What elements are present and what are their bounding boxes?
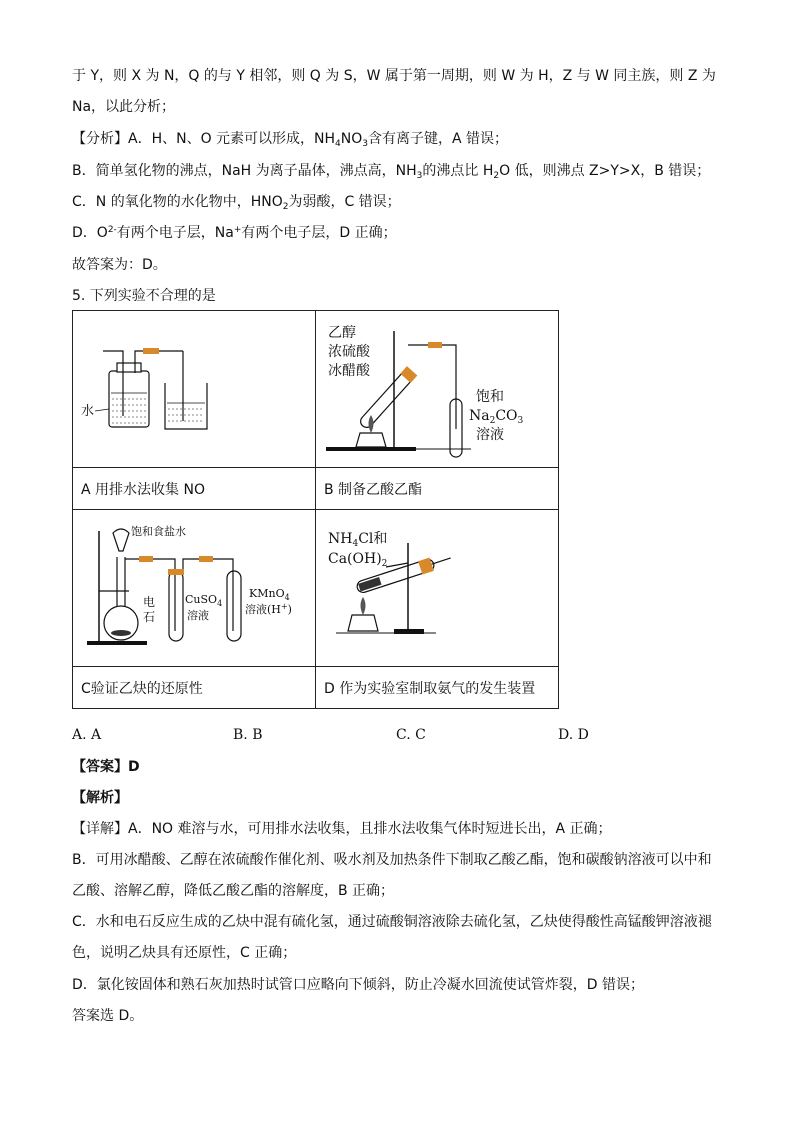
prev-analysis-a: 【分析】A．H、N、O 元素可以形成，$NH_4NO_3$含有离子键，A 错误； xyxy=(72,131,509,149)
option-b[interactable]: B. B xyxy=(233,727,263,743)
figure-b-cell xyxy=(316,311,559,468)
label-kmno4: KMnO$_4$ xyxy=(249,587,290,602)
label-carbide-1: 电 xyxy=(143,595,156,609)
question-stem: 5. 下列实验不合理的是 xyxy=(72,288,216,304)
explanation-line-6: D．氯化铵固体和熟石灰加热时试管口应略向下倾斜，防止冷凝水回流使试管炸裂，D 错误； xyxy=(72,977,645,993)
answer-label: 【答案】D xyxy=(72,759,140,775)
intro-line-2: Na，以此分析； xyxy=(72,99,176,115)
explanation-line-1: 【详解】A．NO 难溶与水，可用排水法收集，且排水法收集气体时短进长出，A 正确； xyxy=(72,821,612,837)
label-conc-sulfuric: 浓硫酸 xyxy=(328,344,370,360)
figure-c-acetylene xyxy=(73,519,319,657)
caption-c: C验证乙炔的还原性 xyxy=(73,667,316,709)
explanation-line-2: B．可用冰醋酸、乙醇在浓硫酸作催化剂、吸水剂及加热条件下制取乙酸乙酯，饱和碳酸钠溶液可以中和 xyxy=(72,852,712,868)
label-cuso4-solution: 溶液 xyxy=(187,609,209,622)
prev-analysis-d: D．$O^{2-}$有两个电子层，Na+有两个电子层，D 正确； xyxy=(72,225,397,241)
explanation-line-4: C．水和电石反应生成的乙炔中混有硫化氢，通过硫酸铜溶液除去硫化氢，乙炔使得酸性高锰酸钾溶液褪 xyxy=(72,914,712,930)
figure-d-cell xyxy=(316,510,559,667)
analysis-label: 【解析】 xyxy=(72,790,128,806)
figure-a-cell xyxy=(73,311,316,468)
prev-analysis-c: C．N 的氧化物的水化物中，$HNO_2$为弱酸，C 错误； xyxy=(72,194,401,212)
prev-analysis-b: B．简单氢化物的沸点，NaH 为离子晶体，沸点高，$NH_3$的沸点比 $H_2O$ 低，则沸点 Z>Y>X，B 错误； xyxy=(72,163,711,181)
caption-a: A 用排水法收集 NO xyxy=(73,468,316,510)
label-carbide-2: 石 xyxy=(143,610,156,624)
caption-b: B 制备乙酸乙酯 xyxy=(316,468,559,510)
label-brine: 饱和食盐水 xyxy=(131,525,186,538)
label-solution: 溶液 xyxy=(476,427,504,443)
option-d[interactable]: D. D xyxy=(558,727,589,743)
label-kmno4-solution: 溶液(H+) xyxy=(245,602,292,616)
caption-d: D 作为实验室制取氨气的发生装置 xyxy=(316,667,559,709)
intro-line-1: 于 Y，则 X 为 N，Q 的与 Y 相邻，则 Q 为 S，W 属于第一周期，则 W 为 H，Z 与 W 同主族，则 Z 为 xyxy=(72,68,716,84)
prev-answer: 故答案为：D。 xyxy=(72,257,167,273)
label-ethanol: 乙醇 xyxy=(328,325,356,341)
option-a[interactable]: A. A xyxy=(72,727,102,743)
label-cuso4: CuSO$_4$ xyxy=(185,593,223,608)
label-saturated: 饱和 xyxy=(476,389,504,405)
explanation-line-3: 乙酸、溶解乙醇，降低乙酸乙酯的溶解度，B 正确； xyxy=(72,883,395,899)
explanation-line-7: 答案选 D。 xyxy=(72,1008,144,1024)
explanation-line-5: 色，说明乙炔具有还原性，C 正确； xyxy=(72,945,297,961)
label-nh4cl: $NH_4Cl$和 xyxy=(328,531,388,549)
option-c[interactable]: C. C xyxy=(396,727,426,743)
label-acetic: 冰醋酸 xyxy=(328,363,370,379)
label-caoh2: $Ca(OH)_2$ xyxy=(328,551,388,569)
figure-c-cell xyxy=(73,510,316,667)
experiment-table xyxy=(72,310,559,709)
label-water: 水 xyxy=(81,404,95,419)
figure-b-esterification xyxy=(316,311,556,467)
label-na2co3: $Na_2CO_3$ xyxy=(469,408,524,426)
figure-d-ammonia xyxy=(316,519,556,657)
figure-a-gas-collection xyxy=(73,311,319,467)
